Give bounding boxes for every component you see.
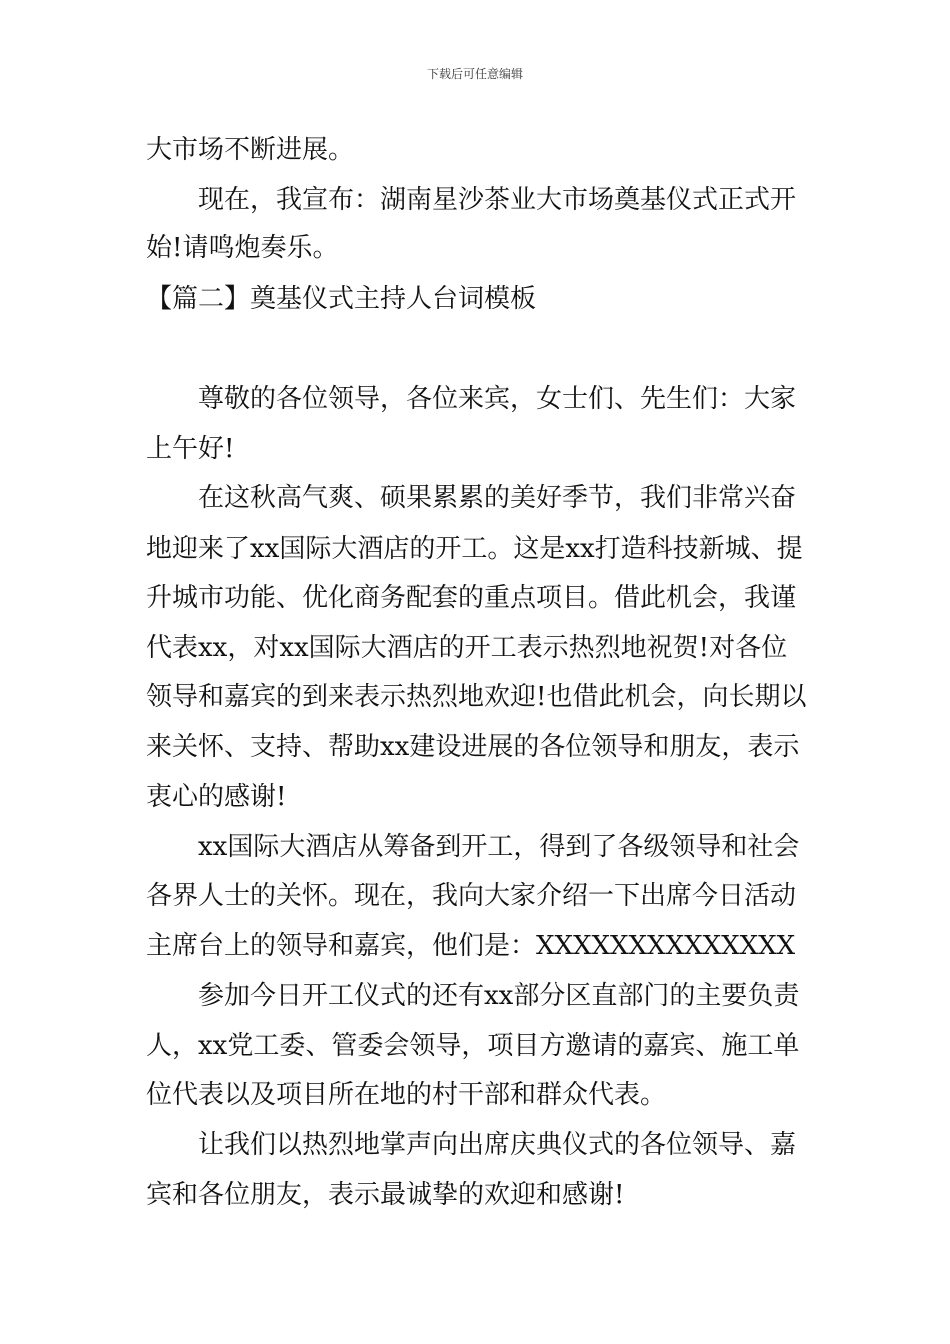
section-heading: 【篇二】奠基仪式主持人台词模板 xyxy=(146,284,537,314)
text-line: 位代表以及项目所在地的村干部和群众代表。 xyxy=(146,1080,667,1110)
text-line: 现在，我宣布：湖南星沙茶业大市场奠基仪式正式开 xyxy=(198,185,797,215)
text-line: 让我们以热烈地掌声向出席庆典仪式的各位领导、嘉 xyxy=(198,1130,797,1160)
text-line: 衷心的感谢! xyxy=(146,782,287,812)
text-line: 在这秋高气爽、硕果累累的美好季节，我们非常兴奋 xyxy=(198,483,797,513)
text-line: 上午好! xyxy=(146,434,235,464)
page-header-note: 下载后可任意编辑 xyxy=(426,67,523,81)
text-line: 代表xx，对xx国际大酒店的开工表示热烈地祝贺!对各位 xyxy=(146,633,788,663)
text-line: 宾和各位朋友，表示最诚挚的欢迎和感谢! xyxy=(146,1180,625,1210)
text-line: 升城市功能、优化商务配套的重点项目。借此机会，我谨 xyxy=(146,583,797,613)
text-line: 始!请鸣炮奏乐。 xyxy=(146,233,339,263)
text-line: 大市场不断进展。 xyxy=(146,135,355,165)
text-line: 参加今日开工仪式的还有xx部分区直部门的主要负责 xyxy=(198,981,800,1011)
text-line: 领导和嘉宾的到来表示热烈地欢迎!也借此机会，向长期以 xyxy=(146,682,807,712)
text-line: 地迎来了xx国际大酒店的开工。这是xx打造科技新城、提 xyxy=(146,534,803,564)
text-line: 主席台上的领导和嘉宾，他们是：XXXXXXXXXXXXXX xyxy=(146,931,796,961)
text-line: 来关怀、支持、帮助xx建设进展的各位领导和朋友，表示 xyxy=(146,732,800,762)
text-line: xx国际大酒店从筹备到开工，得到了各级领导和社会 xyxy=(198,832,800,862)
text-line: 各界人士的关怀。现在，我向大家介绍一下出席今日活动 xyxy=(146,881,797,911)
text-line: 尊敬的各位领导，各位来宾，女士们、先生们：大家 xyxy=(198,384,797,414)
text-line: 人，xx党工委、管委会领导，项目方邀请的嘉宾、施工单 xyxy=(146,1031,800,1061)
